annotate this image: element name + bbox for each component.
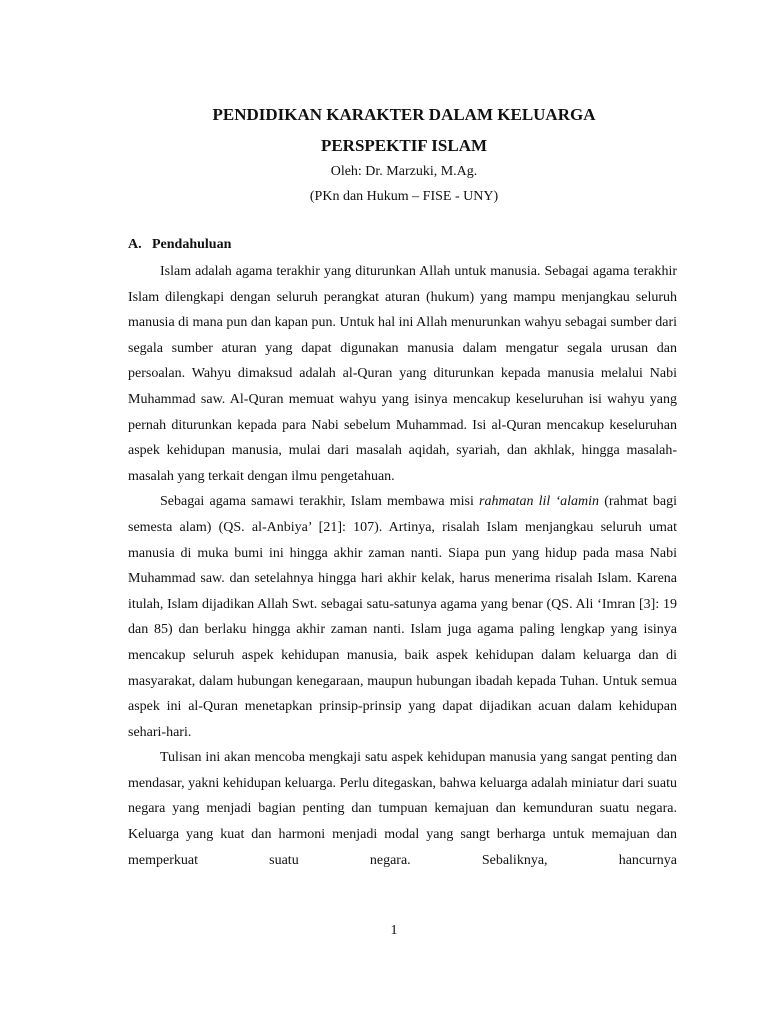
paragraph-3: Tulisan ini akan mencoba mengkaji satu aspek kehidupan manusia yang sangat penting dan mendasar, yakni kehidupan keluarga. Perlu ditegaskan, bahwa keluarga adalah miniatur dari suatu negara yang menjadi bagian penting dan tumpuan kemajuan dan kemunduran suatu negara. Keluarga yang kuat dan harmoni menjadi modal yang sangt berharga untuk memajuan dan memperkuat suatu negara. Sebaliknya, hancurnya (128, 750, 677, 868)
paragraph-2-start: Sebagai agama samawi terakhir, Islam membawa misi (160, 494, 480, 510)
title-line-2: PERSPEKTIF ISLAM (320, 136, 488, 155)
paragraph-2 (128, 489, 677, 745)
paragraph-1: Islam adalah agama terakhir yang diturunkan Allah untuk manusia. Sebagai agama terakhir Islam dilengkapi dengan seluruh perangkat aturan (hukum) yang mampu menjangkau seluruh manusia di mana pun dan kapan pun. Untuk hal ini Allah menurunkan wahyu sebagai sumber dari segala sumber aturan yang dapat digunakan manusia dalam mengatur segala urusan dan persoalan. Wahyu dimaksud adalah al-Quran yang diturunkan kepada manusia melalui Nabi Muhammad saw. Al-Quran memuat wahyu yang isinya mencakup keseluruhan isi wahyu yang pernah diturunkan kepada para Nabi sebelum Muhammad. Isi al-Quran mencakup keseluruhan aspek kehidupan manusia, mulai dari masalah aqidah, syariah, dan akhlak, hingga masalah-masalah yang terkait dengan ilmu pengetahuan. (128, 264, 677, 484)
section-title: Pendahuluan (152, 237, 232, 252)
author: Oleh: Dr. Marzuki, M.Ag. (330, 164, 478, 179)
affiliation: (PKn dan Hukum – FISE - UNY) (309, 189, 499, 204)
section-number: A. (128, 237, 142, 252)
page-number: 1 (390, 923, 398, 938)
body-text (128, 259, 677, 873)
title-line-1: PENDIDIKAN KARAKTER DALAM KELUARGA (212, 105, 596, 124)
section-heading (128, 236, 231, 254)
paragraph-2-end: (rahmat bagi semesta alam) (QS. al-Anbiya’ [21]: 107). Artinya, risalah Islam menjangkau seluruh umat manusia di muka bumi ini hingga akhir zaman nanti. Siapa pun yang hidup pada masa Nabi Muhammad saw. dan setelahnya hingga hari akhir kelak, harus menerima risalah Islam. Karena itulah, Islam dijadikan Allah Swt. sebagai satu-satunya agama yang benar (QS. Ali ‘Imran [3]: 19 dan 85) dan berlaku hingga akhir zaman nanti. Islam juga agama paling lengkap yang isinya mencakup seluruh aspek kehidupan manusia, baik aspek kehidupan dalam keluarga dan di masyarakat, dalam hubungan kenegaraan, maupun hubungan ibadah kepada Tuhan. Untuk semua aspek ini al-Quran menetapkan prinsip-prinsip yang dapat dijadikan acuan dalam kehidupan sehari-hari. (128, 494, 678, 740)
paragraph-2-italic-term: rahmatan lil ‘alamin (479, 494, 600, 510)
